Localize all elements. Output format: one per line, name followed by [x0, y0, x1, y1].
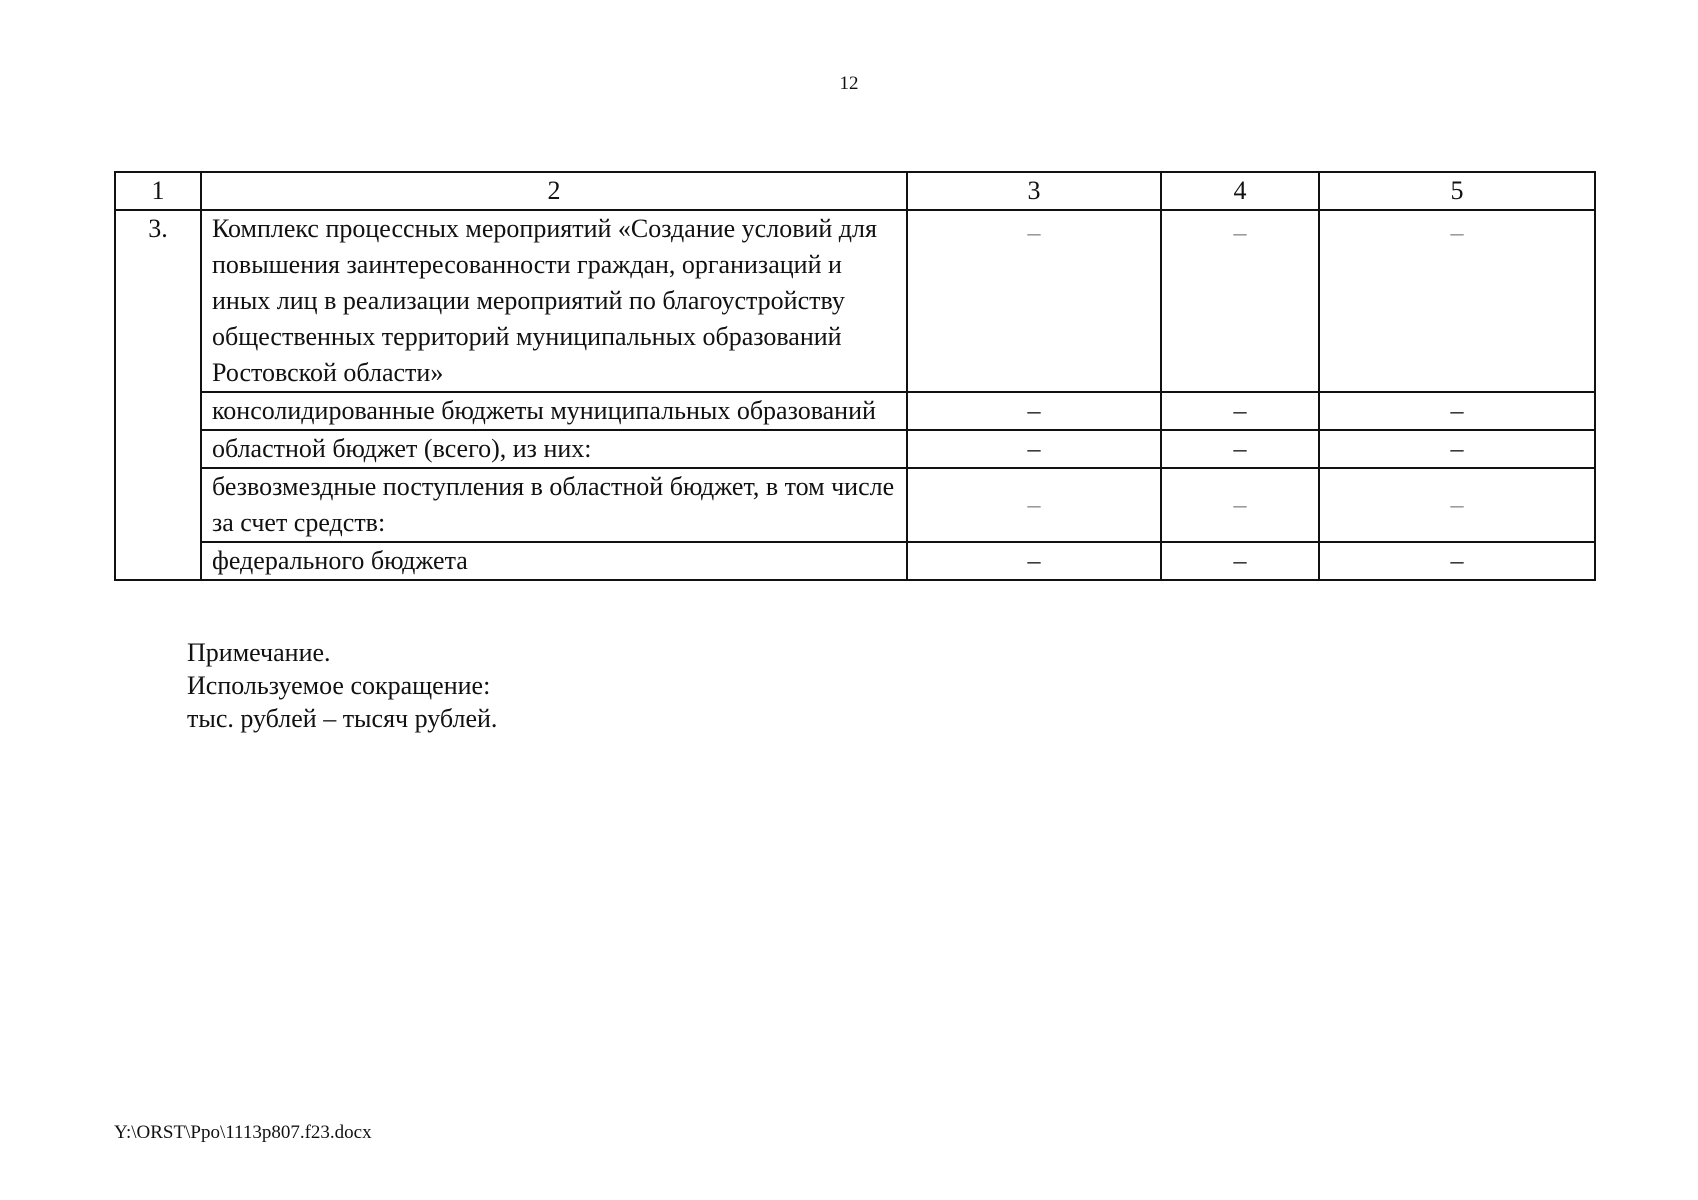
value-cell: –: [1233, 490, 1247, 519]
header-cell-4: 4: [1161, 172, 1319, 210]
page-number: 12: [839, 73, 859, 94]
table-row: [115, 468, 1595, 542]
value-cell: –: [907, 542, 1161, 580]
table-header-row: [115, 172, 1595, 210]
row-name: безвозмездные поступления в областной бюджет, в том числе за счет средств:: [201, 468, 907, 542]
value-cell: –: [1161, 392, 1319, 430]
header-cell-1: 1: [115, 172, 201, 210]
value-cell: –: [1319, 392, 1595, 430]
note-block: [187, 636, 497, 735]
value-cell: –: [907, 430, 1161, 468]
header-cell-5: 5: [1319, 172, 1595, 210]
row-number: 3.: [115, 210, 201, 580]
value-cell: –: [1319, 430, 1595, 468]
table-row: [115, 430, 1595, 468]
note-line: тыс. рублей – тысяч рублей.: [187, 704, 498, 733]
footer-file-path: Y:\ORST\Ppo\1113p807.f23.docx: [114, 1122, 372, 1143]
table-row: [115, 542, 1595, 580]
value-cell: –: [1233, 218, 1247, 247]
row-name: Комплекс процессных мероприятий «Создание условий для повышения заинтересованности граждан, организаций и иных лиц в реализации мероприятий по благоустройству общественных территорий муниципальных образований Ростовской области»: [201, 210, 907, 392]
value-cell: –: [1027, 490, 1041, 519]
row-name: федерального бюджета: [201, 542, 907, 580]
header-cell-2: 2: [201, 172, 907, 210]
value-cell: –: [1161, 430, 1319, 468]
header-cell-3: 3: [907, 172, 1161, 210]
note-line: Используемое сокращение:: [187, 671, 491, 700]
table-row: [115, 210, 1595, 392]
value-cell: –: [1450, 218, 1464, 247]
value-cell: –: [1450, 490, 1464, 519]
note-title: Примечание.: [187, 638, 331, 667]
value-cell: –: [1027, 218, 1041, 247]
value-cell: –: [1161, 542, 1319, 580]
value-cell: –: [907, 392, 1161, 430]
row-name: консолидированные бюджеты муниципальных образований: [201, 392, 907, 430]
table-row: [115, 392, 1595, 430]
value-cell: –: [1319, 542, 1595, 580]
budget-table: [114, 171, 1596, 581]
row-name: областной бюджет (всего), из них:: [201, 430, 907, 468]
